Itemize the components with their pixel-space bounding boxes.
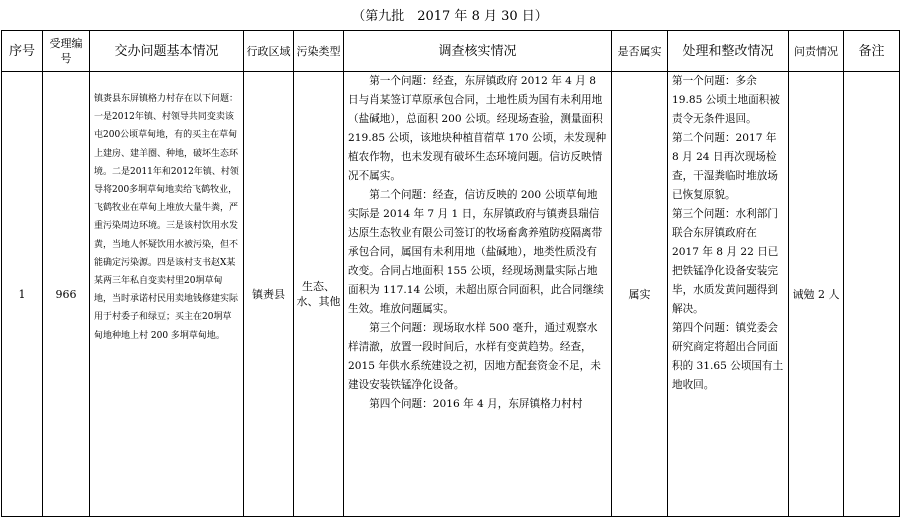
table-header-row bbox=[2, 31, 900, 72]
header-seq: 序号 bbox=[2, 31, 43, 72]
cell-case-no: 966 bbox=[43, 72, 90, 517]
cell-accountability: 诫勉 2 人 bbox=[789, 72, 844, 517]
rectify-paragraph-3: 第三个问题：水利部门联合东屏镇政府在 2017 年 8 月 22 日已把铁锰净化设备安装完毕，水质发黄问题得到解决。 bbox=[672, 208, 779, 315]
header-note: 备注 bbox=[844, 31, 900, 72]
header-pollution: 污染类型 bbox=[294, 31, 344, 72]
rectify-paragraph-4: 第四个问题：镇党委会研究商定将超出合同面积的 31.65 公顷国有土地收回。 bbox=[672, 322, 784, 391]
verify-paragraph-3: 第三个问题：现场取水样 500 毫升，通过观察水样清澈，放置一段时间后，水样有变黄趋势。经查，2015 年供水系统建设之初，因地方配套资金不足，未建设安装铁锰净化设备。 bbox=[348, 322, 601, 391]
rectify-paragraph-1: 第一个问题：多余 19.85 公顷土地面积被责令无条件退回。 bbox=[672, 75, 780, 125]
header-complaint: 交办问题基本情况 bbox=[90, 31, 244, 72]
cell-is-true: 属实 bbox=[612, 72, 668, 517]
header-rectify: 处理和整改情况 bbox=[668, 31, 789, 72]
header-region: 行政区域 bbox=[244, 31, 294, 72]
header-is-true: 是否属实 bbox=[612, 31, 668, 72]
cell-verify bbox=[344, 72, 612, 517]
cell-note bbox=[844, 72, 900, 517]
table-row bbox=[2, 72, 900, 517]
cell-rectify bbox=[668, 72, 789, 517]
header-verify: 调查核实情况 bbox=[344, 31, 612, 72]
cell-region: 镇赉县 bbox=[244, 72, 294, 517]
header-case-no: 受理编号 bbox=[43, 31, 90, 72]
verify-paragraph-1: 第一个问题：经查，东屏镇政府 2012 年 4 月 8 日与肖某签订草原承包合同，土地性质为国有未利用地（盐碱地），总面积 200 公顷。经现场查验，测量面积 219.85 公顷，该地块种植苜蓿草 170 公顷，未发现种植农作物，也未发现有破坏生态环境问题。信访反映情况不属实。 bbox=[348, 75, 607, 182]
cell-pollution: 生态、水、其他 bbox=[294, 72, 344, 517]
header-accountability: 问责情况 bbox=[789, 31, 844, 72]
verify-paragraph-4: 第四个问题：2016 年 4 月，东屏镇格力村村 bbox=[369, 398, 583, 410]
batch-caption: （第九批 2017 年 8 月 30 日） bbox=[352, 9, 548, 24]
case-table bbox=[1, 30, 900, 517]
rectify-paragraph-2: 第二个问题：2017 年 8 月 24 日再次现场检查，干湿粪临时堆放场已恢复原貌。 bbox=[672, 132, 778, 201]
cell-seq: 1 bbox=[2, 72, 43, 517]
verify-paragraph-2: 第二个问题：经查，信访反映的 200 公顷草甸地实际是 2014 年 7 月 1 日，东屏镇政府与镇赉县瑞信达原生态牧业有限公司签订的牧场畜禽养殖防疫隔离带承包合同，属国有未利用地（盐碱地），地类性质没有改变。合同占地面积 155 公顷，经现场测量实际占地面积为 117.14 公顷，未超出原合同面积，此合同继续生效。堆放问题属实。 bbox=[348, 189, 604, 315]
cell-complaint: 镇赉县东屏镇格力村存在以下问题：一是2012年镇、村领导共同变卖该屯200公顷草甸地，有的买主在草甸上建房、建羊圈、种地，破坏生态环境。二是2011年和2012年镇、村领导将200多坰草甸地卖给飞鹤牧业，飞鹤牧业在草甸上堆放大量牛粪，严重污染周边环境。三是该村饮用水发黄，当地人怀疑饮用水被污染，但不能确定污染源。四是该村支书赵X某某两三年私自变卖村里20坰草甸地，当时承诺村民用卖地钱修建实际用于村委子和绿豆；买主在20坰草甸地种地上村 200 多坰草甸地。 bbox=[90, 72, 244, 517]
